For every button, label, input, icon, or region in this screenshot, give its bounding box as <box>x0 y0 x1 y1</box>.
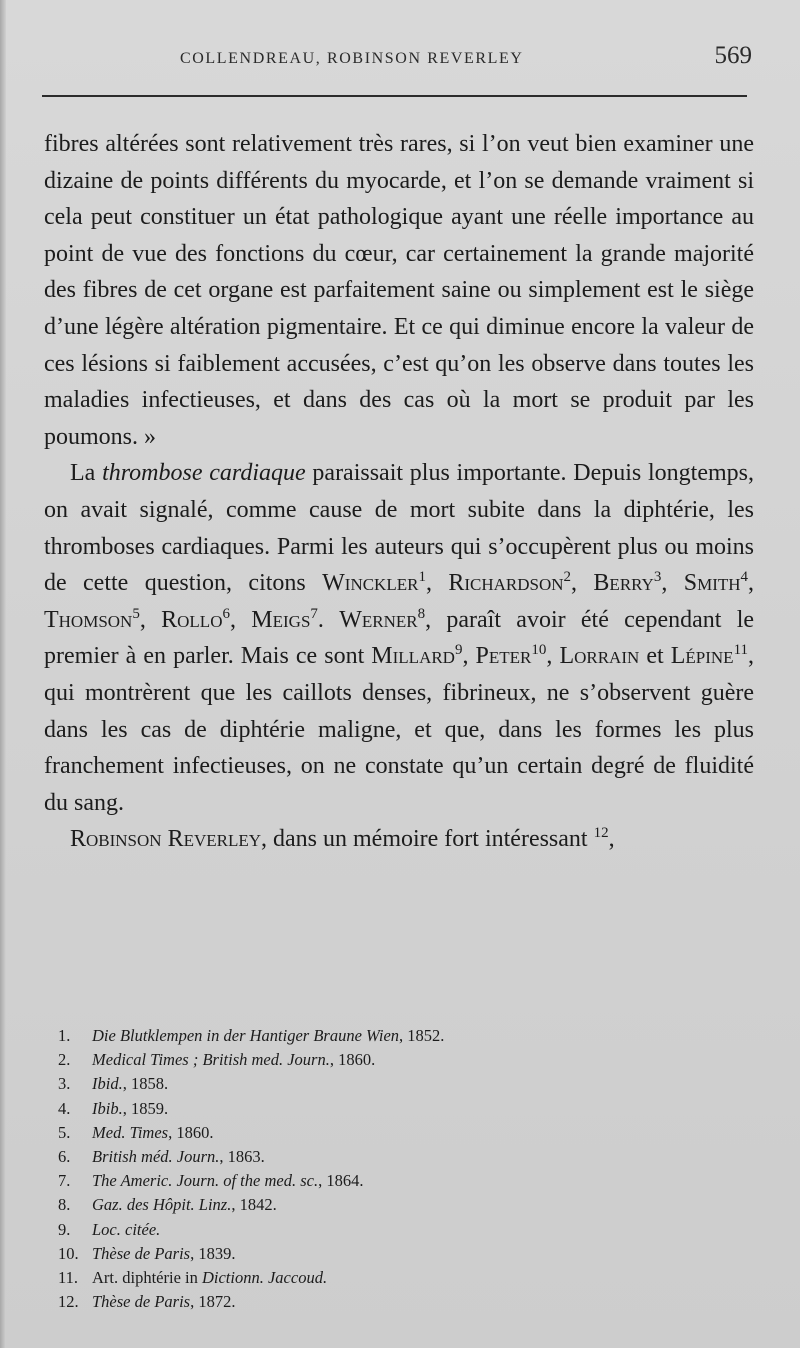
footnote-ref-2: 2 <box>563 569 572 586</box>
footnote <box>58 1169 748 1193</box>
author-richardson: Richardson <box>448 570 564 597</box>
text-run: , <box>608 826 615 853</box>
footnote-ref-5: 5 <box>132 605 140 622</box>
author-thomson: Thomson <box>44 606 133 633</box>
footnote-ref-11: 11 <box>733 642 749 659</box>
footnote <box>58 1072 748 1096</box>
footnote-ref-6: 6 <box>222 605 230 622</box>
footnote-ref-1: 1 <box>418 569 426 586</box>
footnote-title: Thèse de Paris <box>92 1243 191 1263</box>
footnote <box>58 1121 748 1145</box>
separator: . <box>317 606 340 633</box>
footnote-number: 6. <box>58 1147 71 1167</box>
separator: , <box>748 570 755 597</box>
footnote-number: 7. <box>58 1171 71 1191</box>
text-run: La <box>70 460 103 487</box>
footnote-number: 1. <box>58 1026 71 1045</box>
footnote-tail: , 1860. <box>329 1050 376 1070</box>
footnote-tail: , 1839. <box>190 1243 236 1263</box>
footnote-title: Gaz. des Hôpit. Linz. <box>92 1195 232 1215</box>
footnote-title: Dictionn. Jaccoud. <box>201 1268 328 1288</box>
author-smith: Smith <box>683 570 741 597</box>
paragraph-3 <box>44 821 754 858</box>
footnote-tail: , 1842. <box>231 1195 277 1215</box>
author-millard: Millard <box>371 643 455 670</box>
text-run: , dans un mémoire fort intéressant <box>261 826 594 853</box>
footnote-ref-3: 3 <box>653 569 662 586</box>
footnote-title: Die Blutklempen in der Hantiger Braune Wien <box>92 1026 400 1045</box>
footnote-tail: , 1852. <box>399 1026 445 1045</box>
page-edge-shadow <box>0 0 6 1348</box>
footnote-number: 4. <box>58 1098 71 1118</box>
footnote-ref-4: 4 <box>740 569 749 586</box>
main-text <box>44 126 754 858</box>
footnote-title: Loc. citée. <box>92 1219 161 1239</box>
footnote-ref-12: 12 <box>593 825 609 842</box>
author-robinson-reverley: Robinson Reverley <box>70 826 262 853</box>
footnote-number: 8. <box>58 1195 71 1215</box>
author-winckler: Winckler <box>322 570 419 597</box>
footnote-number: 2. <box>58 1050 71 1070</box>
author-lepine: Lépine <box>670 643 734 670</box>
footnote-tail: , 1858. <box>122 1074 169 1094</box>
text-run: , qui montrèrent que les caillots denses, fibrineux, ne s’observent guère dans les cas de diphtérie maligne, et que, dans les formes les plus franchement infectieuses, on ne constate qu’un certain degré de fluidité du sang. <box>44 643 755 816</box>
footnote-ref-9: 9 <box>454 642 463 659</box>
author-meigs: Meigs <box>251 606 311 633</box>
footnote-title: Med. Times <box>92 1122 169 1142</box>
paragraph-1: fibres altérées sont relativement très rares, si l’on veut bien examiner une dizaine de points différents du myocarde, et l’on se demande vraiment si cela peut constituer un état pathologique ayant une réelle importance au point de vue des fonctions du cœur, car certainement la grande majorité des fibres de cet organe est parfaitement saine ou simplement est le siège d’une légère altération pigmentaire. Et ce qui diminue encore la valeur de ces lésions si faiblement accusées, c’est qu’on les observe dans toutes les maladies infectieuses, et dans des cas où la mort se produit par les poumons. » <box>44 131 754 450</box>
footnote-number: 9. <box>58 1219 71 1239</box>
author-berry: Berry <box>593 570 654 597</box>
footnote-title: Ibid. <box>92 1074 123 1094</box>
footnote-prefix: Art. diphtérie in <box>92 1268 202 1288</box>
author-werner: Werner <box>339 606 418 633</box>
footnote-title: Ibib. <box>92 1098 123 1118</box>
footnote-ref-10: 10 <box>531 642 547 659</box>
footnote-number: 11. <box>58 1268 79 1288</box>
footnote <box>58 1193 748 1217</box>
footnote-ref-8: 8 <box>417 605 426 622</box>
author-rollo: Rollo <box>161 606 223 633</box>
footnote <box>58 1242 748 1266</box>
footnote <box>58 1218 748 1242</box>
footnote-tail: , 1864. <box>318 1171 364 1191</box>
separator: , <box>571 570 594 597</box>
footnote-title: British méd. Journ. <box>92 1147 220 1167</box>
separator: , <box>546 643 560 670</box>
footnotes <box>58 1024 748 1314</box>
page-header <box>42 42 752 82</box>
page-number: 569 <box>714 42 752 69</box>
text-run: , paraît avoir été cependant le premier à en parler. Mais ce sont <box>44 606 755 670</box>
text-run: paraissait plus importante. Depuis longtemps, on avait signalé, comme cause de mort subite dans la diphtérie, les thromboses cardiaques. Parmi les auteurs qui s’occupèrent plus ou moins de cette question, citons <box>44 460 754 597</box>
separator: , <box>462 643 476 670</box>
running-head: COLLENDREAU, ROBINSON REVERLEY <box>180 50 524 67</box>
footnote-title: Thèse de Paris <box>92 1292 191 1312</box>
footnote-number: 5. <box>58 1122 71 1142</box>
separator: , <box>661 570 684 597</box>
footnote-tail: , 1860. <box>168 1122 214 1142</box>
footnote-number: 10. <box>58 1243 79 1263</box>
footnote-ref-7: 7 <box>310 605 318 622</box>
footnote <box>58 1266 748 1290</box>
footnote <box>58 1048 748 1072</box>
footnote-tail: , 1872. <box>190 1292 236 1312</box>
separator: , <box>425 570 449 597</box>
footnote <box>58 1145 748 1169</box>
footnote-title: Medical Times ; British med. Journ. <box>92 1050 330 1070</box>
footnote-number: 12. <box>58 1292 79 1312</box>
separator: , <box>139 606 162 633</box>
footnote <box>58 1024 748 1048</box>
author-peter: Peter <box>475 643 532 670</box>
paragraph-2 <box>44 455 754 821</box>
text-run: et <box>639 643 671 670</box>
italic-term: thrombose cardiaque <box>102 460 306 487</box>
footnote-title: The Americ. Journ. of the med. sc. <box>92 1171 319 1191</box>
footnote <box>58 1097 748 1121</box>
author-lorrain: Lorrain <box>559 643 640 670</box>
footnote-tail: , 1859. <box>122 1098 169 1118</box>
header-rule <box>42 95 747 97</box>
footnote-tail: , 1863. <box>219 1147 265 1167</box>
footnote <box>58 1290 748 1314</box>
separator: , <box>229 606 252 633</box>
footnote-number: 3. <box>58 1074 71 1094</box>
